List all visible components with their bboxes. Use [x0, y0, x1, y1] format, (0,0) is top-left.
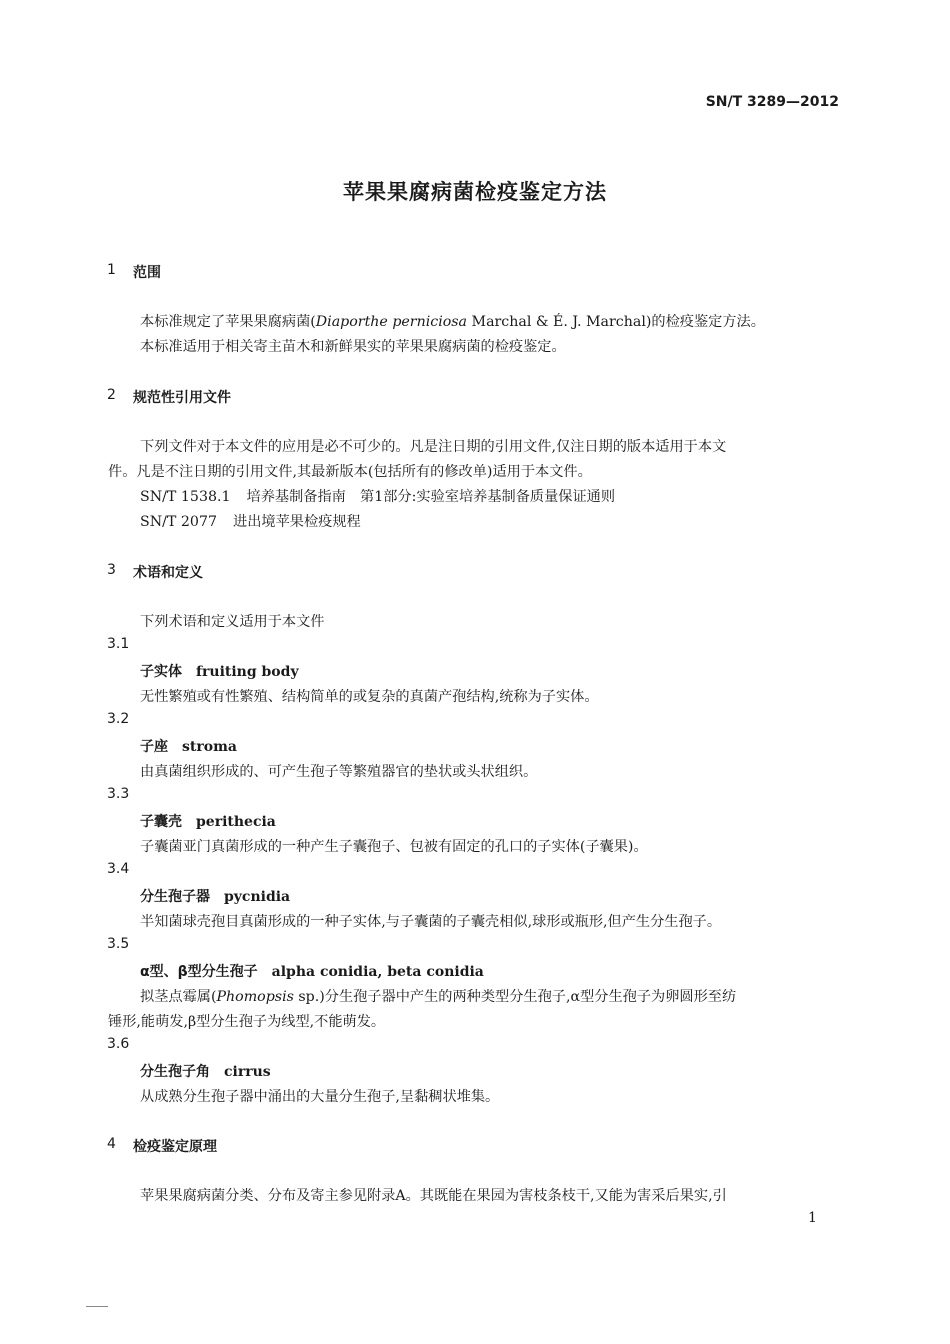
term-3-2-heading: 子座 stroma — [140, 739, 237, 755]
term-3-5-heading: α型、β型分生孢子 alpha conidia, beta conidia — [140, 964, 484, 980]
normative-paragraph-line-1: 下列文件对于本文件的应用是必不可少的。凡是注日期的引用文件,仅注日期的版本适用于本文 — [140, 439, 727, 455]
page-number: 1 — [808, 1210, 817, 1226]
standard-number: SN/T 3289—2012 — [705, 94, 839, 110]
terms-intro: 下列术语和定义适用于本文件 — [140, 614, 325, 630]
section-3-title: 术语和定义 — [133, 565, 203, 581]
section-1-number: 1 — [107, 262, 116, 278]
reference-item: SN/T 2077 进出境苹果检疫规程 — [140, 514, 361, 530]
term-3-5-number: 3.5 — [107, 936, 130, 952]
term-3-3-number: 3.3 — [107, 786, 130, 802]
term-3-5-definition-line-2: 锤形,能萌发,β型分生孢子为线型,不能萌发。 — [108, 1014, 386, 1030]
term-3-3-definition: 子囊菌亚门真菌形成的一种产生子囊孢子、包被有固定的孔口的子实体(子囊果)。 — [140, 839, 648, 855]
term-3-4-number: 3.4 — [107, 861, 130, 877]
scan-mark — [86, 1306, 108, 1307]
term-3-6-heading: 分生孢子角 cirrus — [140, 1064, 271, 1080]
section-4-number: 4 — [107, 1136, 116, 1152]
document-title: 苹果果腐病菌检疫鉴定方法 — [343, 180, 607, 204]
section-2-title: 规范性引用文件 — [133, 390, 231, 406]
section-2-number: 2 — [107, 387, 116, 403]
term-3-1-number: 3.1 — [107, 636, 130, 652]
section-1-title: 范围 — [133, 265, 161, 281]
term-3-1-heading: 子实体 fruiting body — [140, 664, 299, 680]
scope-paragraph-1: 本标准规定了苹果果腐病菌(Diaporthe perniciosa Marchal & É. J. Marchal)的检疫鉴定方法。 — [140, 314, 765, 330]
term-3-4-heading: 分生孢子器 pycnidia — [140, 889, 291, 905]
section-4-title: 检疫鉴定原理 — [133, 1139, 217, 1155]
term-3-5-definition-line-1: 拟茎点霉属(Phomopsis sp.)分生孢子器中产生的两种类型分生孢子,α型分生孢子为卵圆形至纺 — [140, 989, 737, 1005]
term-3-4-definition: 半知菌球壳孢目真菌形成的一种子实体,与子囊菌的子囊壳相似,球形或瓶形,但产生分生孢子。 — [140, 914, 722, 930]
normative-paragraph-line-2: 件。凡是不注日期的引用文件,其最新版本(包括所有的修改单)适用于本文件。 — [108, 464, 592, 480]
term-3-2-definition: 由真菌组织形成的、可产生孢子等繁殖器官的垫状或头状组织。 — [140, 764, 538, 780]
term-3-2-number: 3.2 — [107, 711, 130, 727]
reference-item: SN/T 1538.1 培养基制备指南 第1部分:实验室培养基制备质量保证通则 — [140, 489, 616, 505]
term-3-3-heading: 子囊壳 perithecia — [140, 814, 276, 830]
scope-paragraph-2: 本标准适用于相关寄主苗木和新鲜果实的苹果果腐病菌的检疫鉴定。 — [140, 339, 566, 355]
term-3-1-definition: 无性繁殖或有性繁殖、结构简单的或复杂的真菌产孢结构,统称为子实体。 — [140, 689, 599, 705]
term-3-6-number: 3.6 — [107, 1036, 130, 1052]
section-3-number: 3 — [107, 562, 116, 578]
principle-paragraph-line-1: 苹果果腐病菌分类、分布及寄主参见附录A。其既能在果园为害枝条枝干,又能为害采后果实,引 — [140, 1188, 727, 1204]
term-3-6-definition: 从成熟分生孢子器中涌出的大量分生孢子,呈黏稠状堆集。 — [140, 1089, 500, 1105]
